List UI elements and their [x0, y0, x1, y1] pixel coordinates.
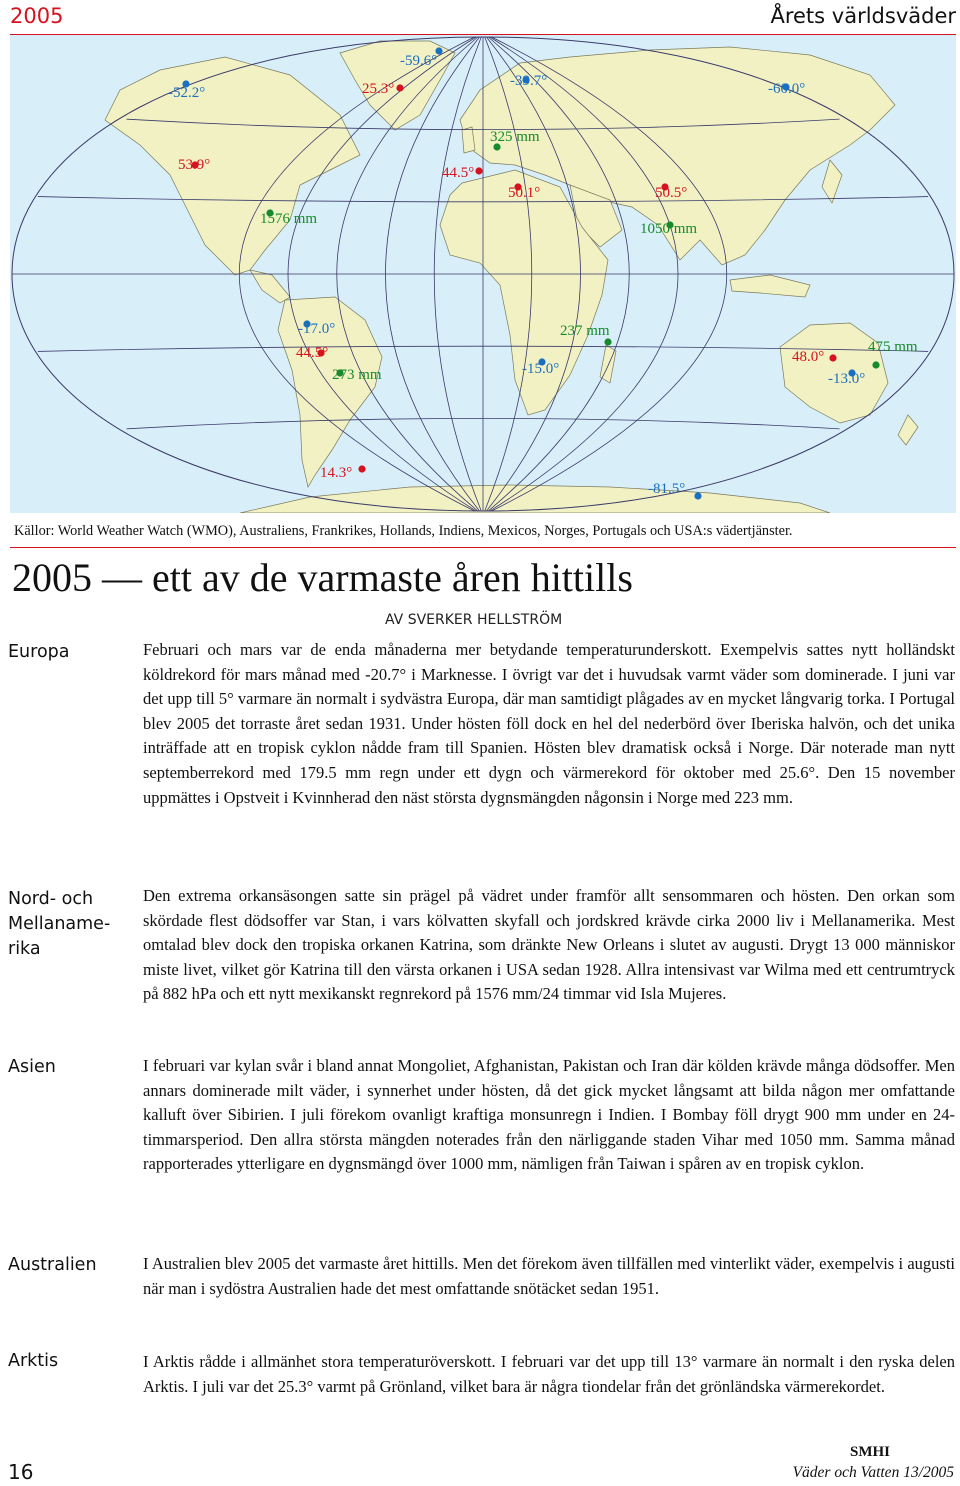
map-marker-label: 273 mm: [332, 367, 382, 383]
map-marker-dot: [872, 361, 879, 368]
map-marker-label: 1050 mm: [640, 221, 698, 237]
map-marker-dot: [358, 465, 365, 472]
section-text-europe: Februari och mars var de enda månaderna mer betydande temperaturunderskott. Exempelvis sattes nytt holländskt köldrekord för mars månad med -20.7° i Marknesse. I övrigt var det i huvudsak varmt väder som dominerade. I juni var det upp till 5° varmare än normalt i sydvästra Europa, där man samtidigt plågades av en mycket långvarig torka. I Portugal blev 2005 det torraste året sedan 1931. Under hösten föll dock en hel del nederbörd över Iberiska halvön, och det unika inträffade att en tropisk cyklon nådde fram till Spanien. Hösten blev dramatisk också i Norge. Där noterade man nytt septemberrekord med 179.5 mm regn under ett dygn och värmerekord för oktober med 25.6°. Den 15 november uppmättes i Opstveit i Kvinnherad den näst största dygnsmängden någonsin i Norge med 223 mm.: [143, 640, 955, 807]
map-marker-dot: [694, 492, 701, 499]
map-marker-label: 50.5°: [655, 185, 688, 201]
map-marker-label: 325 mm: [490, 129, 540, 145]
map-marker-label: 475 mm: [868, 339, 918, 355]
map-marker-label: -81.5°: [648, 481, 686, 497]
map-sources: Källor: World Weather Watch (WMO), Australiens, Frankrikes, Hollands, Indiens, Mexicos, Norges, Portugals och USA:s vädertjänster.: [14, 523, 793, 539]
region-label-europe: Europa: [8, 642, 70, 662]
map-marker-label: -13.0°: [828, 371, 866, 387]
section-title: Årets världsväder: [770, 4, 956, 28]
map-marker-label: -60.0°: [768, 81, 806, 97]
section-text-australia: I Australien blev 2005 det varmaste året hittills. Men det förekom även tillfällen med vinterlikt väder, exempelvis i augusti när man i sydöstra Australien hade det mest omfattande snötäcket sedan 1951.: [143, 1254, 955, 1298]
map-marker-label: 14.3°: [320, 465, 353, 481]
map-marker-label: -59.6°: [400, 53, 438, 69]
region-label-arctic: Arktis: [8, 1351, 59, 1371]
world-weather-map: [10, 35, 956, 513]
map-marker-label: -15.0°: [522, 361, 560, 377]
map-marker-label: 48.0°: [792, 349, 825, 365]
map-marker-dot: [396, 84, 403, 91]
map-marker-label: 237 mm: [560, 323, 610, 339]
map-marker-label: 44.5°: [442, 165, 475, 181]
map-marker-label: -52.2°: [168, 85, 206, 101]
map-marker-label: -39.7°: [510, 73, 548, 89]
map-marker-label: -17.0°: [298, 321, 336, 337]
page-number: 16: [8, 1460, 34, 1484]
publication-name: Väder och Vatten 13/2005: [792, 1464, 954, 1481]
map-marker-dot: [829, 354, 836, 361]
section-text-north-central-america: Den extrema orkansäsongen satte sin prägel på vädret under framför allt sensommaren och hösten. Den orkan som skördade flest dödsoffer var Stan, i vars kölvatten skyfall och jordskred krävde cirka 2000 liv i Mellanamerika. Mest omtalad blev dock den tropiska orkanen Katrina, som dränkte New Orleans i slutet av augusti. Drygt 13 000 människor miste livet, vilket gör Katrina till den värsta orkanen i USA sedan 1928. Allra intensivast var Wilma med ett centrumtryck på 882 hPa och ett nytt mexikanskt regnrekord på 1576 mm/24 timmar vid Isla Mujeres.: [143, 886, 955, 1004]
page-year: 2005: [10, 4, 64, 28]
publisher-name: SMHI: [849, 1444, 890, 1460]
map-marker-label: 50.1°: [508, 185, 541, 201]
article-title: 2005 — ett av de varmaste åren hittills: [12, 555, 633, 600]
region-label-asia: Asien: [8, 1057, 56, 1077]
section-text-asia: I februari var kylan svår i bland annat Mongoliet, Afghanistan, Pakistan och Iran där kölden krävde många dödsoffer. Men annars dominerade milt väder, i synnerhet under hösten, då det gick mycket långsamt att bilda någon mer omfattande kalluft över Sibirien. I juli förekom ovanligt kraftiga monsunregn i Indien. I Bombay föll drygt 900 mm under en 24-timmarsperiod. Den allra största mängden noterades från den närliggande staden Vihar med 1050 mm. Samma månad rapporterades ytterligare en dygnsmängd över 1000 mm, nämligen från Taiwan i spåren av en tropisk cyklon.: [143, 1056, 955, 1174]
map-marker-label: 25.3°: [362, 81, 395, 97]
map-marker-label: 44.5°: [296, 345, 329, 361]
map-marker-label: 1576 mm: [260, 211, 318, 227]
region-label-north-central-america: Nord- och Mellaname-rika: [8, 889, 111, 959]
section-text-arctic: I Arktis rådde i allmänhet stora temperaturöverskott. I februari var det upp till 13° varmare än normalt i den ryska delen Arktis. I juli var det 25.3° varmt på Grönland, vilket bara är några tiondelar från det grönländska värmerekordet.: [143, 1352, 955, 1396]
sources-divider: [10, 547, 956, 548]
map-marker-label: 53.9°: [178, 157, 211, 173]
map-marker-dot: [475, 167, 482, 174]
map-marker-dot: [604, 338, 611, 345]
region-label-australia: Australien: [8, 1255, 97, 1275]
article-byline: AV SVERKER HELLSTRÖM: [385, 612, 563, 628]
